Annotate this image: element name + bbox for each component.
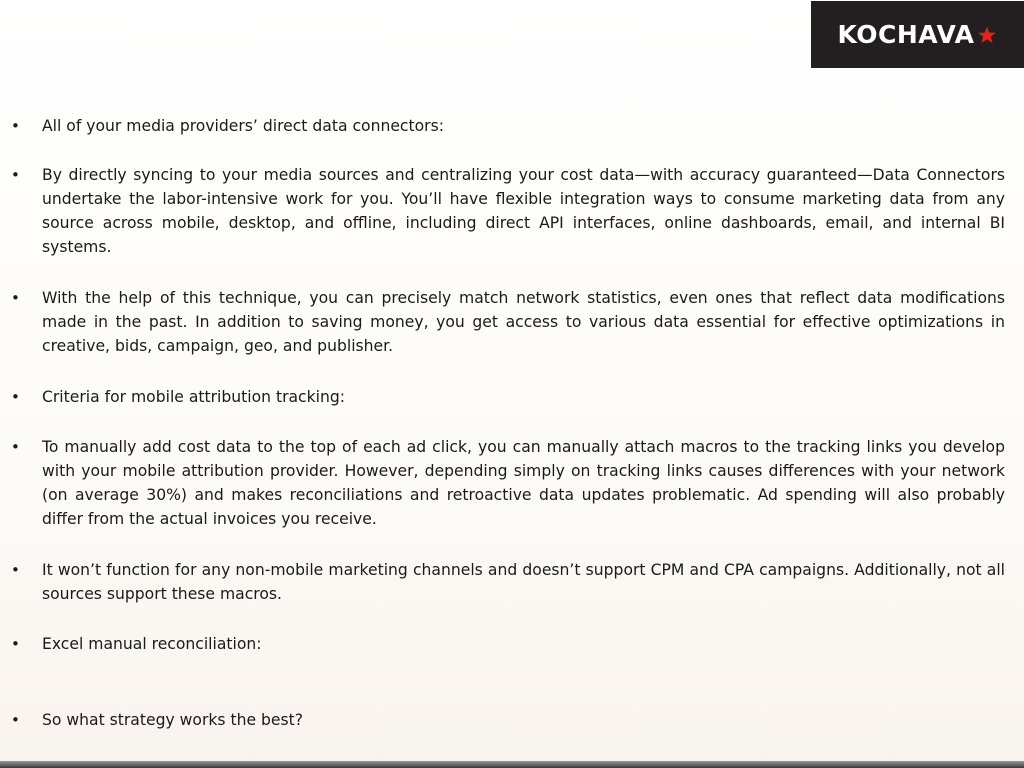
- bullet-dot: •: [11, 166, 20, 184]
- bottom-divider: [0, 761, 1024, 768]
- bullet-text: Criteria for mobile attribution tracking:: [42, 388, 346, 406]
- bullet-dot: •: [11, 635, 20, 653]
- bullet-dot: •: [11, 438, 20, 456]
- bullet-dot: •: [11, 561, 20, 579]
- bullet-dot: •: [11, 289, 20, 307]
- bullet-dot: •: [11, 117, 20, 135]
- bullet-text: To manually add cost data to the top of each ad click, you can manually attach macros to the tracking links you develop with your mobile attribution provider. However, depending simply on tracking links causes differences with your network (on average 30%) and makes reconciliations and retroactive data updates problematic. Ad spending will also probably differ from the actual invoices you receive.: [42, 438, 1005, 528]
- bullet-dot: •: [11, 388, 20, 406]
- star-icon: [977, 25, 997, 45]
- logo-text: KOCHAVA: [837, 20, 975, 49]
- bullet-text: Excel manual reconciliation:: [42, 635, 262, 653]
- bullet-text: It won’t function for any non-mobile marketing channels and doesn’t support CPM and CPA campaigns. Additionally, not all sources support these macros.: [42, 561, 1005, 603]
- bullet-dot: •: [11, 711, 20, 729]
- kochava-logo: [811, 1, 1024, 68]
- bullet-text: All of your media providers’ direct data connectors:: [42, 117, 444, 135]
- bullet-text: With the help of this technique, you can precisely match network statistics, even ones that reflect data modifications made in the past. In addition to saving money, you get access to various data essential for effective optimizations in creative, bids, campaign, geo, and publisher.: [42, 289, 1005, 355]
- bullet-text: By directly syncing to your media sources and centralizing your cost data—with accuracy guaranteed—Data Connectors undertake the labor-intensive work for you. You’ll have flexible integration ways to consume marketing data from any source across mobile, desktop, and offline, including direct API interfaces, online dashboards, email, and internal BI systems.: [42, 166, 1005, 256]
- bullet-text: So what strategy works the best?: [42, 711, 304, 729]
